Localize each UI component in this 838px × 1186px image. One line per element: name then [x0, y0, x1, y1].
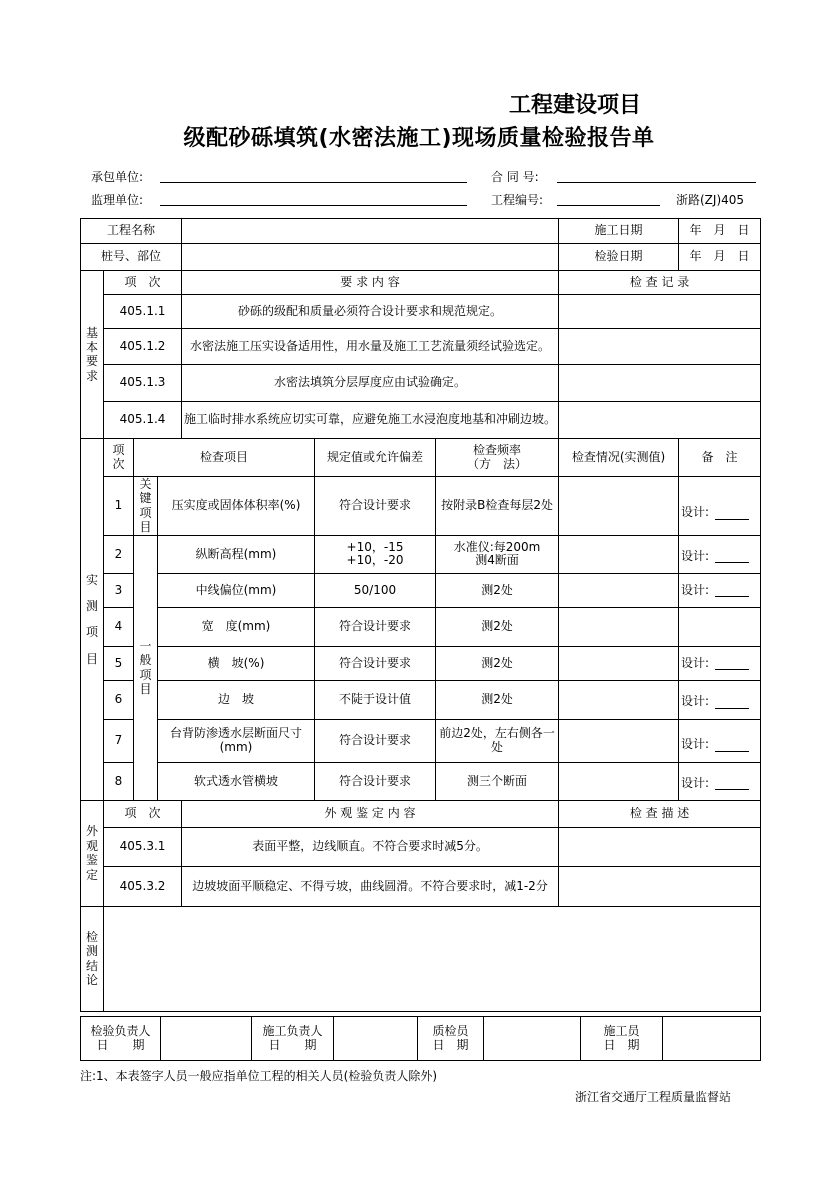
contractor-label: 承包单位:: [91, 170, 144, 184]
title-project: 工程建设项目: [508, 93, 641, 118]
basic-code: 405.1.4: [104, 402, 182, 439]
measured-note[interactable]: [679, 607, 761, 646]
measured-freq: 测三个断面: [436, 762, 559, 800]
project-no-field[interactable]: [557, 205, 660, 206]
measured-freq: 测2处: [436, 573, 559, 607]
station-field[interactable]: [182, 244, 559, 271]
measured-result-field[interactable]: [559, 646, 679, 680]
appearance-desc-field[interactable]: [559, 866, 761, 906]
measured-spec: 符合设计要求: [315, 719, 436, 762]
measured-note: 设计:: [679, 719, 761, 762]
measured-item: 台背防渗透水层断面尺寸(mm): [158, 719, 315, 762]
appearance-col-content: 外 观 鉴 定 内 容: [182, 800, 559, 827]
measured-no: 4: [104, 607, 134, 646]
construction-lead-label: 施工负责人 日 期: [252, 1017, 334, 1061]
measured-item: 中线偏位(mm): [158, 573, 315, 607]
basic-record-field[interactable]: [559, 329, 761, 365]
measured-no: 8: [104, 762, 134, 800]
measured-item: 横 坡(%): [158, 646, 315, 680]
appearance-text: 表面平整，边线顺直。不符合要求时减5分。: [182, 827, 559, 866]
measured-freq: 测2处: [436, 646, 559, 680]
appearance-col-desc: 检 查 描 述: [559, 800, 761, 827]
measured-freq: 测2处: [436, 607, 559, 646]
measured-result-field[interactable]: [559, 477, 679, 536]
basic-text: 水密法填筑分层厚度应由试验确定。: [182, 365, 559, 402]
basic-section-label: 基本要求: [81, 271, 104, 439]
measured-result-field[interactable]: [559, 719, 679, 762]
measured-item: 纵断高程(mm): [158, 535, 315, 573]
project-no-label: 工程编号:: [491, 193, 544, 207]
basic-record-field[interactable]: [559, 402, 761, 439]
signature-table: [80, 1016, 761, 1061]
design-value-field[interactable]: [715, 586, 749, 597]
project-name-label: 工程名称: [81, 219, 182, 244]
appearance-section-label: 外观鉴定: [81, 800, 104, 906]
footer-note: 注:1、本表签字人员一般应指单位工程的相关人员(检验负责人除外): [80, 1069, 438, 1083]
measured-no: 1: [104, 477, 134, 536]
measured-spec: 符合设计要求: [315, 646, 436, 680]
measured-note: 设计:: [679, 573, 761, 607]
measured-freq: 测2处: [436, 680, 559, 719]
measured-freq: 水准仪:每200m 测4断面: [436, 535, 559, 573]
measured-spec: 50/100: [315, 573, 436, 607]
measured-col-item: 项次: [104, 439, 134, 477]
conclusion-field[interactable]: [104, 906, 761, 1011]
measured-spec: 符合设计要求: [315, 762, 436, 800]
construction-lead-sign-field[interactable]: [334, 1017, 418, 1061]
measured-spec: 不陡于设计值: [315, 680, 436, 719]
design-value-field[interactable]: [715, 741, 749, 752]
builder-sign-field[interactable]: [663, 1017, 761, 1061]
measured-freq: 前边2处，左右侧各一处: [436, 719, 559, 762]
basic-col-item: 项 次: [104, 271, 182, 295]
measured-col-check: 检查项目: [134, 439, 315, 477]
inspector-label: 检验负责人 日 期: [81, 1017, 161, 1061]
design-value-field[interactable]: [715, 509, 749, 520]
measured-no: 6: [104, 680, 134, 719]
basic-col-record: 检 查 记 录: [559, 271, 761, 295]
design-value-field[interactable]: [715, 659, 749, 670]
measured-col-spec: 规定值或允许偏差: [315, 439, 436, 477]
key-items-label: 关键项目: [134, 477, 158, 536]
issuer: 浙江省交通厅工程质量监督站: [575, 1090, 732, 1104]
design-value-field[interactable]: [715, 698, 749, 709]
supervisor-label: 监理单位:: [91, 193, 144, 207]
inspection-date-field[interactable]: 年 月 日: [679, 244, 761, 271]
measured-freq: 按附录B检查每层2处: [436, 477, 559, 536]
basic-text: 砂砾的级配和质量必须符合设计要求和规范规定。: [182, 295, 559, 329]
design-value-field[interactable]: [715, 779, 749, 790]
measured-no: 5: [104, 646, 134, 680]
basic-code: 405.1.3: [104, 365, 182, 402]
contract-no-label: 合 同 号:: [491, 170, 539, 184]
page-title: 级配砂砾填筑(水密法施工)现场质量检验报告单: [183, 126, 655, 151]
design-value-field[interactable]: [715, 552, 749, 563]
measured-item: 压实度或固体体积率(%): [158, 477, 315, 536]
measured-no: 7: [104, 719, 134, 762]
measured-note: 设计:: [679, 535, 761, 573]
measured-col-note: 备 注: [679, 439, 761, 477]
measured-spec: 符合设计要求: [315, 607, 436, 646]
conclusion-section-label: 检测结论: [81, 906, 104, 1011]
measured-section-label: 实测项目: [81, 439, 104, 801]
measured-item: 边 坡: [158, 680, 315, 719]
basic-record-field[interactable]: [559, 295, 761, 329]
qc-label: 质检员 日 期: [418, 1017, 484, 1061]
basic-text: 施工临时排水系统应切实可靠，应避免施工水浸泡度地基和冲刷边坡。: [182, 402, 559, 439]
appearance-code: 405.3.2: [104, 866, 182, 906]
appearance-code: 405.3.1: [104, 827, 182, 866]
measured-result-field[interactable]: [559, 535, 679, 573]
measured-spec: 符合设计要求: [315, 477, 436, 536]
measured-note: 设计:: [679, 762, 761, 800]
contractor-field[interactable]: [160, 182, 467, 183]
measured-item: 宽 度(mm): [158, 607, 315, 646]
measured-note: 设计:: [679, 646, 761, 680]
form-code: 浙路(ZJ)405: [676, 193, 745, 207]
measured-col-freq: 检查频率 （方 法）: [436, 439, 559, 477]
measured-note: 设计:: [679, 477, 761, 536]
basic-code: 405.1.2: [104, 329, 182, 365]
measured-result-field[interactable]: [559, 607, 679, 646]
station-label: 桩号、部位: [81, 244, 182, 271]
construction-date-label: 施工日期: [559, 219, 679, 244]
measured-note: 设计:: [679, 680, 761, 719]
basic-code: 405.1.1: [104, 295, 182, 329]
measured-result-field[interactable]: [559, 573, 679, 607]
general-items-label: 一般项目: [134, 535, 158, 800]
qc-sign-field[interactable]: [484, 1017, 581, 1061]
contract-no-field[interactable]: [557, 182, 756, 183]
construction-date-field[interactable]: 年 月 日: [679, 219, 761, 244]
builder-label: 施工员 日 期: [581, 1017, 663, 1061]
measured-result-field[interactable]: [559, 680, 679, 719]
measured-item: 软式透水管横坡: [158, 762, 315, 800]
measured-spec: +10，-15 +10，-20: [315, 535, 436, 573]
inspector-sign-field[interactable]: [161, 1017, 252, 1061]
basic-text: 水密法施工压实设备适用性，用水量及施工工艺流量须经试验选定。: [182, 329, 559, 365]
basic-col-content: 要 求 内 容: [182, 271, 559, 295]
inspection-date-label: 检验日期: [559, 244, 679, 271]
measured-result-field[interactable]: [559, 762, 679, 800]
measured-no: 2: [104, 535, 134, 573]
supervisor-field[interactable]: [160, 205, 467, 206]
measured-no: 3: [104, 573, 134, 607]
measured-col-result: 检查情况(实测值): [559, 439, 679, 477]
appearance-col-item: 项 次: [104, 800, 182, 827]
appearance-text: 边坡坡面平顺稳定、不得亏坡，曲线圆滑。不符合要求时，减1-2分: [182, 866, 559, 906]
inspection-table: [80, 218, 761, 1012]
project-name-field[interactable]: [182, 219, 559, 244]
basic-record-field[interactable]: [559, 365, 761, 402]
appearance-desc-field[interactable]: [559, 827, 761, 866]
